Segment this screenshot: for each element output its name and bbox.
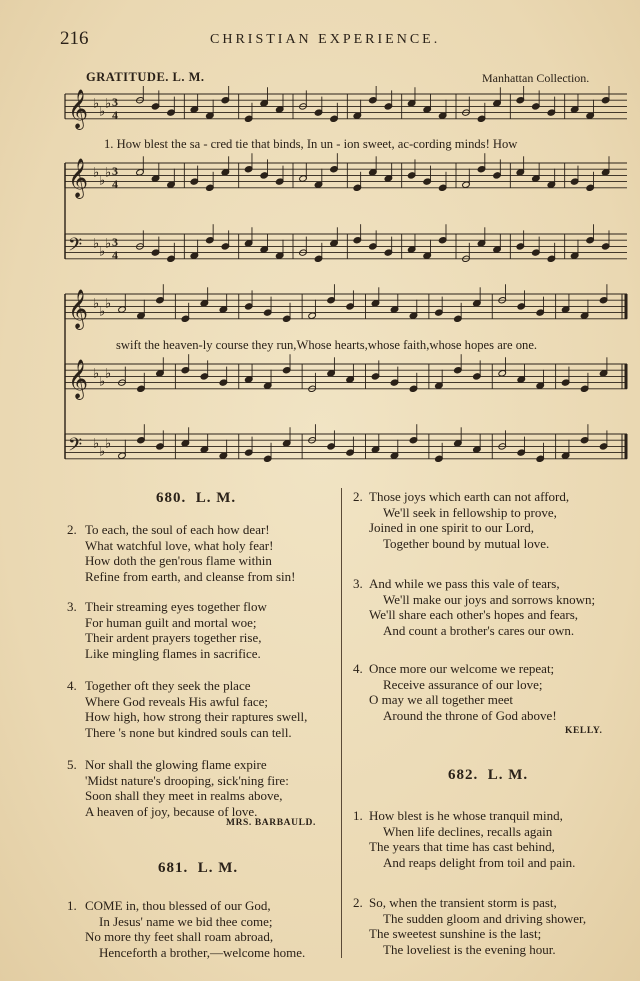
verse-line: The years that time has cast behind, [369,839,555,854]
lyric-line-2: swift the heaven-ly course they run,Whose hearts,whose faith,whose hopes are one. [116,338,538,352]
time-signature: 4 [112,176,118,191]
time-signature: 3 [112,163,118,178]
hymn-682-verse-1 [353,808,628,870]
flat-icon: ♭ [99,444,106,460]
hymn-meter: L. M. [195,490,237,506]
verse-line: In Jesus' name we bid thee come; [99,913,273,929]
verse-line: For human guilt and mortal woe; [85,614,257,630]
verse-line: Where God reveals His awful face; [85,693,268,709]
flat-icon: ♭ [93,165,100,181]
hymn-meter: L. M. [487,767,529,783]
flat-icon: ♭ [105,165,112,181]
verse-number: 3. [67,599,77,614]
verse-number: 2. [67,522,77,537]
time-signature: 3 [112,234,118,249]
treble-clef-icon: 𝄞 [68,359,89,400]
time-signature: 3 [112,94,118,109]
tune-title: GRATITUDE. L. M. [86,70,205,84]
verse-line: Soon shall they meet in realms above, [85,788,283,803]
verse-number: 3. [353,576,363,591]
flat-icon: ♭ [93,236,100,252]
verse-line: Receive assurance of our love; [383,676,543,692]
verse-line: The loveliest is the evening hour. [383,941,556,957]
verse-line: No more thy feet shall roam abroad, [85,929,274,944]
verse-line: How high, how strong their raptures swell, [85,709,308,724]
verse-line: And while we pass this vale of tears, [369,576,560,591]
verse-number: 2. [353,895,363,910]
verse-number: 4. [67,678,77,693]
verse-line: The sudden gloom and driving shower, [383,910,587,926]
hymn-680-verse-5 [67,757,339,819]
verse-line: Refine from earth, and cleanse from sin! [85,568,296,584]
flat-icon: ♭ [99,374,106,390]
treble-clef-icon: 𝄞 [68,158,89,199]
flat-icon: ♭ [93,296,100,312]
flat-icon: ♭ [105,296,112,312]
hymn-680-heading [156,490,236,507]
hymn-meter: L. M. [197,860,239,876]
verse-line: To each, the soul of each how dear! [85,522,270,537]
hymn-number: 681. [158,860,189,876]
tune-source: Manhattan Collection. [482,71,590,85]
verse-line: 'Midst nature's drooping, sick'ning fire: [85,772,289,788]
time-signature: 4 [112,247,118,262]
hymn-680-verse-4 [67,678,339,740]
verse-line: How blest is he whose tranquil mind, [369,808,563,823]
verse-line: Henceforth a brother,—welcome home. [99,944,306,960]
verse-line: Their streaming eyes together flow [85,599,267,614]
page-header [60,28,618,52]
flat-icon: ♭ [99,173,106,189]
verse-line: We'll seek in fellowship to prove, [383,504,557,520]
hymn-682-heading [448,767,528,784]
author-attribution: MRS. BARBAULD. [226,818,316,828]
hymn-680-verse-2 [67,522,339,584]
hymn-681-verse-4 [353,661,628,723]
treble-clef-icon: 𝄞 [68,89,89,130]
verse-line: So, when the transient storm is past, [369,895,557,910]
hymn-681-verse-2 [353,489,628,551]
verse-number: 1. [67,898,77,913]
verse-line: Joined in one spirit to our Lord, [369,520,535,535]
flat-icon: ♭ [99,304,106,320]
verse-line: The sweetest sunshine is the last; [369,926,542,941]
hymn-682-verse-2 [353,895,628,957]
hymn-681-verse-1 [67,898,339,960]
verse-line: How doth the gen'rous flame within [85,553,272,568]
flat-icon: ♭ [105,436,112,452]
verse-line: Together bound by mutual love. [383,535,550,551]
flat-icon: ♭ [99,104,106,120]
verse-line: When life declines, recalls again [383,823,553,839]
hymn-680-verse-3 [67,599,339,661]
verse-number: 2. [353,489,363,504]
hymn-681-verse-3 [353,576,628,638]
flat-icon: ♭ [93,366,100,382]
verse-line: And reaps delight from toil and pain. [383,854,576,870]
verse-line: Together oft they seek the place [85,678,251,693]
verse-line: Their ardent prayers together rise, [85,630,262,645]
lyric-line-1: 1. How blest the sa - cred tie that binds, In un - ion sweet, ac-cording minds! How [104,137,518,151]
flat-icon: ♭ [99,244,106,260]
verse-line: O may we all together meet [369,692,514,707]
verse-line: We'll make our joys and sorrows known; [383,591,596,607]
verse-number: 5. [67,757,77,772]
flat-icon: ♭ [93,96,100,112]
hymn-681-heading [158,860,238,877]
bass-clef-icon: 𝄢 [68,234,83,260]
verse-line: Like mingling flames in sacrifice. [85,645,261,661]
hymn-number: 682. [448,767,479,783]
flat-icon: ♭ [105,96,112,112]
verse-line: Once more our welcome we repeat; [369,661,555,676]
verse-line: Around the throne of God above! [383,707,557,723]
flat-icon: ♭ [93,436,100,452]
verse-line: We'll share each other's hopes and fears, [369,607,579,622]
flat-icon: ♭ [105,366,112,382]
author-attribution: KELLY. [565,726,603,736]
verse-number: 4. [353,661,363,676]
page-number: 216 [60,28,89,49]
verse-number: 1. [353,808,363,823]
hymn-number: 680. [156,490,187,506]
time-signature: 4 [112,107,118,122]
verse-line: And count a brother's cares our own. [383,622,575,638]
bass-clef-icon: 𝄢 [68,434,83,460]
verse-line: What watchful love, what holy fear! [85,537,274,553]
verse-line: Those joys which earth can not afford, [369,489,570,504]
treble-clef-icon: 𝄞 [68,289,89,330]
verse-line: A heaven of joy, because of love. [85,803,258,819]
column-divider [341,488,342,958]
verse-line: COME in, thou blessed of our God, [85,898,271,913]
verse-line: Nor shall the glowing flame expire [85,757,267,772]
flat-icon: ♭ [105,236,112,252]
running-title: CHRISTIAN EXPERIENCE. [210,32,441,47]
verse-line: There 's none but kindred souls can tell. [85,724,292,740]
